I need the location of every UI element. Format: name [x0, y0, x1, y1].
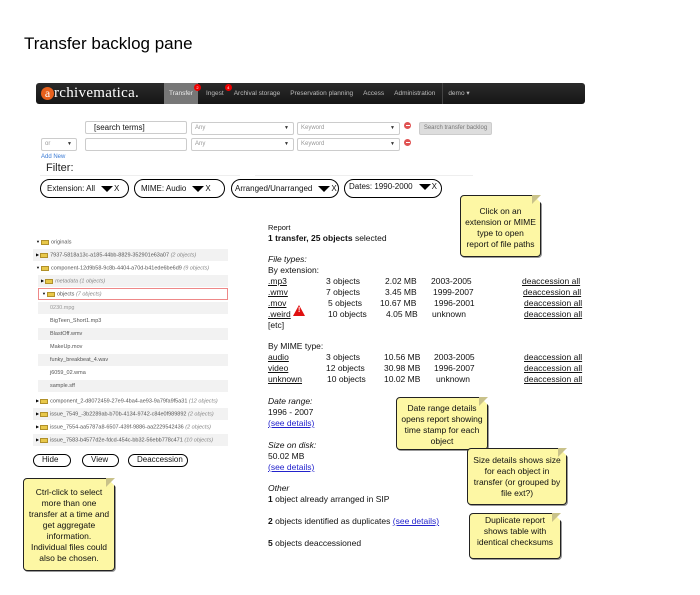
search-term-input-2[interactable]: [85, 138, 187, 151]
other-label: Other: [268, 483, 290, 493]
by-extension-label: By extension:: [268, 265, 320, 275]
file-types-label: File types:: [268, 254, 307, 264]
close-icon[interactable]: X: [431, 182, 437, 191]
size-details-link[interactable]: (see details): [268, 462, 315, 472]
mime-objects: 12 objects: [326, 363, 365, 373]
dropdown-caret-icon: ▼: [390, 125, 395, 131]
note-ctrl-click: Ctrl-click to select more than one transfer at a time and get aggregate information. Individual files could also be chosen.: [23, 478, 115, 571]
deaccession-all-link[interactable]: deaccession all: [522, 276, 581, 286]
ext-size: 4.05 MB: [386, 309, 418, 319]
filter-pill-mime[interactable]: MIME: Audio X: [134, 179, 225, 198]
collapsed-icon: ▶: [36, 424, 40, 429]
mime-objects: 3 objects: [326, 352, 361, 362]
nav-access[interactable]: Access: [363, 90, 385, 97]
ext-objects: 10 objects: [328, 309, 367, 319]
other-deaccessioned: 5 objects deaccessioned: [268, 538, 362, 548]
tree-row[interactable]: ▶ metadata (1 objects): [38, 275, 228, 287]
by-mime-label: By MIME type:: [268, 341, 324, 351]
nav-archival-storage[interactable]: Archival storage: [233, 90, 281, 97]
mime-link-video[interactable]: video: [268, 363, 289, 373]
ext-link-weird[interactable]: .weird: [268, 309, 291, 319]
file-row[interactable]: j6059_02.wma: [50, 370, 86, 376]
mime-link-unknown[interactable]: unknown: [268, 374, 303, 384]
tree-row[interactable]: ▶ issue_7583-b4577d2e-fdcd-454c-bb32-56ebb778c471 (10 objects): [33, 434, 228, 446]
dropdown-icon: [192, 186, 204, 192]
mime-dates: 2003-2005: [434, 352, 475, 362]
folder-icon: [40, 253, 48, 258]
warning-icon: !: [293, 305, 305, 316]
folder-icon: [40, 399, 48, 404]
date-range-details-link[interactable]: (see details): [268, 418, 315, 428]
user-menu[interactable]: demo ▾: [448, 90, 470, 97]
mime-size: 10.02 MB: [384, 374, 421, 384]
filter-label: Filter:: [46, 162, 74, 174]
remove-row-icon[interactable]: [404, 139, 411, 146]
close-icon[interactable]: X: [205, 184, 211, 193]
deaccession-all-link[interactable]: deaccession all: [524, 374, 583, 384]
folder-icon: [45, 279, 53, 284]
mime-objects: 10 objects: [327, 374, 366, 384]
folder-icon: [47, 292, 55, 297]
ext-link-mp3[interactable]: .mp3: [268, 276, 287, 286]
note-date-range: Date range details opens report showing time stamp for each object: [396, 397, 488, 450]
deaccession-all-link[interactable]: deaccession all: [524, 352, 583, 362]
ext-size: 2.02 MB: [385, 276, 417, 286]
tree-row[interactable]: ▶ component_2-d8072459-27e9-4ba4-ae93-9a79fa9f5a31 (12 objects): [33, 395, 228, 407]
filter-pill-dates[interactable]: Dates: 1990-2000 X: [344, 179, 442, 198]
tree-row-selected[interactable]: ▼ objects (7 objects): [38, 288, 228, 300]
etc-text: [etc]: [268, 320, 285, 330]
expanded-icon: ▼: [36, 239, 40, 244]
file-row[interactable]: MakeUp.mov: [50, 344, 83, 350]
file-row[interactable]: 0230.mpg: [38, 302, 228, 314]
note-click-extension: Click on an extension or MIME type to open report of file paths: [460, 195, 541, 257]
date-range-value: 1996 - 2007: [268, 407, 314, 417]
nav-preservation-planning[interactable]: Preservation planning: [290, 90, 354, 97]
mime-dates: unknown: [436, 374, 471, 384]
ext-dates: 1996-2001: [434, 298, 475, 308]
report-heading: Report: [268, 223, 291, 232]
date-range-label: Date range:: [268, 396, 313, 406]
ext-link-wmv[interactable]: .wmv: [268, 287, 288, 297]
transfer-badge: 2: [194, 84, 201, 91]
deaccession-button[interactable]: Deaccession: [128, 454, 188, 467]
search-term-input-1[interactable]: [search terms]: [85, 121, 187, 134]
logo-letter: a: [41, 87, 54, 100]
ext-dates: 2003-2005: [431, 276, 472, 286]
folder-icon: [40, 412, 48, 417]
dropdown-caret-icon: ▼: [284, 141, 289, 147]
navbar: [36, 83, 585, 104]
folder-icon: [41, 240, 49, 245]
hide-button[interactable]: Hide: [33, 454, 71, 467]
note-size-details: Size details shows size for each object in transfer (or grouped by file ext?): [467, 448, 567, 505]
close-icon[interactable]: X: [114, 184, 120, 193]
note-duplicate: Duplicate report shows table with identical checksums: [469, 513, 561, 559]
dropdown-icon: [101, 186, 113, 192]
mime-dates: 1996-2007: [434, 363, 475, 373]
file-row[interactable]: sample.sff: [38, 380, 228, 392]
mime-size: 10.56 MB: [384, 352, 421, 362]
filter-pill-extension[interactable]: Extension: All X: [40, 179, 129, 198]
mime-link-audio[interactable]: audio: [268, 352, 289, 362]
divider: [40, 175, 240, 176]
ext-size: 10.67 MB: [380, 298, 417, 308]
collapsed-icon: ▶: [36, 252, 40, 257]
dropdown-caret-icon: ▼: [284, 125, 289, 131]
collapsed-icon: ▶: [36, 411, 40, 416]
tree-root-originals[interactable]: ▼ originals: [33, 236, 113, 248]
deaccession-all-link[interactable]: deaccession all: [524, 363, 583, 373]
nav-administration[interactable]: Administration: [394, 90, 436, 97]
ext-objects: 3 objects: [326, 276, 361, 286]
search-type-select-2[interactable]: Keyword ▼: [297, 138, 400, 151]
mime-size: 30.98 MB: [384, 363, 421, 373]
search-transfer-backlog-button[interactable]: Search transfer backlog: [419, 122, 492, 135]
expanded-icon: ▼: [42, 291, 46, 296]
filter-pill-arranged[interactable]: Arranged/Unarranged X: [231, 179, 339, 198]
ext-link-mov[interactable]: .mov: [268, 298, 287, 308]
tree-row[interactable]: ▶ issue_7549_-3b2289ab-b70b-4134-9742-c84e0f989892 (2 objects): [33, 408, 228, 420]
dropdown-icon: [419, 184, 431, 190]
deaccession-all-link[interactable]: deaccession all: [524, 298, 583, 308]
boolean-op-select[interactable]: or ▼: [41, 138, 77, 151]
ext-dates: unknown: [432, 309, 467, 319]
nav-ingest[interactable]: Ingest 4: [201, 83, 229, 104]
close-icon[interactable]: X: [331, 184, 337, 193]
collapsed-icon: ▶: [36, 398, 40, 403]
other-duplicates: 2 objects identified as duplicates (see details): [268, 516, 440, 526]
ext-objects: 7 objects: [326, 287, 361, 297]
size-label: Size on disk:: [268, 440, 317, 450]
divider: [255, 175, 473, 176]
page-title: Transfer backlog pane: [24, 34, 193, 53]
folder-icon: [40, 425, 48, 430]
folder-icon: [40, 438, 48, 443]
search-type-select-1[interactable]: Keyword ▼: [297, 122, 400, 135]
file-row[interactable]: funky_breakbeat_4.wav: [38, 354, 228, 366]
search-field-select-1[interactable]: Any ▼: [191, 122, 294, 135]
size-value: 50.02 MB: [268, 451, 305, 461]
ingest-badge: 4: [225, 84, 232, 91]
collapsed-icon: ▶: [36, 437, 40, 442]
tree-row[interactable]: ▶ issue_7554-aa5787a8-6507-439f-9886-aa2229542436 (2 objects): [33, 421, 228, 433]
ext-dates: 1999-2007: [433, 287, 474, 297]
logo[interactable]: [36, 83, 164, 104]
add-new-link[interactable]: Add New: [41, 154, 66, 160]
search-field-select-2[interactable]: Any ▼: [191, 138, 294, 151]
view-button[interactable]: View: [82, 454, 119, 467]
expanded-icon: ▼: [36, 265, 40, 270]
dropdown-caret-icon: ▼: [390, 141, 395, 147]
selection-summary: 1 transfer, 25 objects selected: [268, 233, 387, 243]
other-arranged: 1 object already arranged in SIP: [268, 494, 390, 504]
tree-row[interactable]: ▶ 7937-5818a13c-a185-44bb-8829-352901e63a07 (2 objects): [33, 249, 228, 261]
nav-transfer[interactable]: Transfer 2: [164, 83, 198, 104]
dropdown-icon: [318, 186, 330, 192]
tree-row[interactable]: ▼ component-12d9b58-9c8b-4404-a70d-b41ede6be6d9 (9 objects): [33, 262, 228, 274]
folder-icon: [41, 266, 49, 271]
duplicates-details-link[interactable]: (see details): [392, 516, 440, 526]
file-row[interactable]: BlastOff.wmv: [38, 328, 228, 340]
remove-row-icon[interactable]: [404, 122, 411, 129]
deaccession-all-link[interactable]: deaccession all: [524, 309, 583, 319]
ext-size: 3.45 MB: [385, 287, 417, 297]
deaccession-all-link[interactable]: deaccession all: [523, 287, 582, 297]
ext-objects: 5 objects: [328, 298, 363, 308]
file-row[interactable]: BigTeen_Short1.mp3: [50, 318, 102, 324]
collapsed-icon: ▶: [41, 278, 45, 283]
logo-text: rchivematica.: [54, 85, 140, 101]
dropdown-caret-icon: ▼: [67, 141, 72, 147]
